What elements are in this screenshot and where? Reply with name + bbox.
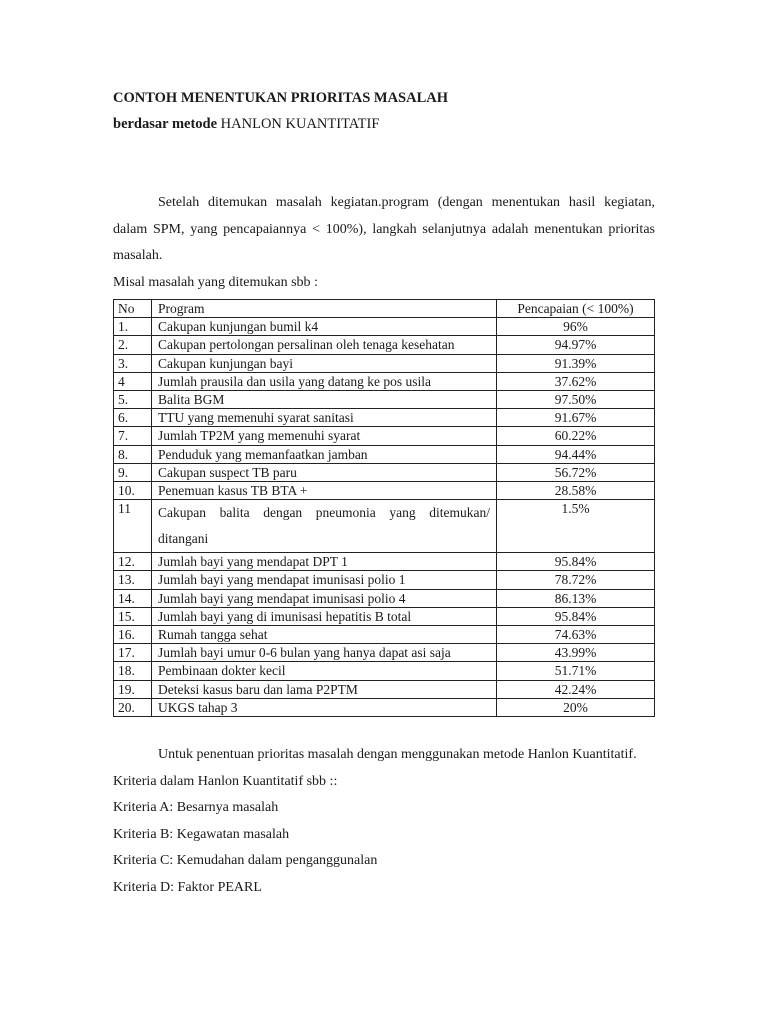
- row-achievement: 86.13%: [497, 589, 655, 607]
- row-program: Jumlah bayi yang di imunisasi hepatitis B total: [152, 607, 497, 625]
- row-achievement: 95.84%: [497, 607, 655, 625]
- row-achievement: 51.71%: [497, 662, 655, 680]
- row-number: 5.: [114, 391, 152, 409]
- row-program: Cakupan suspect TB paru: [152, 463, 497, 481]
- row-program: Rumah tangga sehat: [152, 626, 497, 644]
- row-achievement: 42.24%: [497, 680, 655, 698]
- row-program: Jumlah bayi yang mendapat imunisasi polio 4: [152, 589, 497, 607]
- intro-paragraph: Setelah ditemukan masalah kegiatan.program (dengan menentukan hasil kegiatan, dalam SPM, yang pencapaiannya < 100%), langkah selanjutnya adalah menentukan prioritas masalah.: [113, 195, 655, 263]
- table-row: [114, 427, 655, 445]
- row-achievement: 56.72%: [497, 463, 655, 481]
- table-row: [114, 698, 655, 716]
- row-number: 12.: [114, 553, 152, 571]
- problem-table: [113, 299, 655, 717]
- row-achievement: 97.50%: [497, 391, 655, 409]
- criteria-list: [113, 795, 655, 901]
- table-row: [114, 500, 655, 553]
- row-number: 15.: [114, 607, 152, 625]
- row-program: Cakupan balita dengan pneumonia yang ditemukan/ ditangani: [152, 500, 497, 553]
- criteria-intro: Kriteria dalam Hanlon Kuantitatif sbb ::: [113, 773, 338, 789]
- row-number: 18.: [114, 662, 152, 680]
- row-number: 14.: [114, 589, 152, 607]
- table-row: [114, 607, 655, 625]
- row-achievement: 96%: [497, 318, 655, 336]
- document-title: CONTOH MENENTUKAN PRIORITAS MASALAH: [113, 90, 449, 106]
- table-row: [114, 482, 655, 500]
- row-achievement: 28.58%: [497, 482, 655, 500]
- table-row: [114, 644, 655, 662]
- row-achievement: 91.39%: [497, 354, 655, 372]
- row-achievement: 43.99%: [497, 644, 655, 662]
- header-program: Program: [152, 300, 497, 318]
- row-number: 17.: [114, 644, 152, 662]
- row-number: 8.: [114, 445, 152, 463]
- row-achievement: 94.97%: [497, 336, 655, 354]
- table-row: [114, 589, 655, 607]
- table-row: [114, 372, 655, 390]
- row-program: Cakupan kunjungan bumil k4: [152, 318, 497, 336]
- document-page: [113, 88, 655, 901]
- row-number: 19.: [114, 680, 152, 698]
- row-program: Balita BGM: [152, 391, 497, 409]
- header-achievement: Pencapaian (< 100%): [497, 300, 655, 318]
- row-program: Deteksi kasus baru dan lama P2PTM: [152, 680, 497, 698]
- table-header-row: [114, 300, 655, 318]
- row-program: Jumlah bayi umur 0-6 bulan yang hanya dapat asi saja: [152, 644, 497, 662]
- subtitle-bold: berdasar metode: [113, 116, 218, 132]
- table-row: [114, 445, 655, 463]
- table-row: [114, 336, 655, 354]
- table-row: [114, 318, 655, 336]
- table-row: [114, 354, 655, 372]
- outro-paragraph: Untuk penentuan prioritas masalah dengan menggunakan metode Hanlon Kuantitatif.: [158, 747, 637, 763]
- row-program: Jumlah prausila dan usila yang datang ke pos usila: [152, 372, 497, 390]
- row-achievement: 78.72%: [497, 571, 655, 589]
- row-number: 9.: [114, 463, 152, 481]
- row-program: Cakupan kunjungan bayi: [152, 354, 497, 372]
- row-achievement: 91.67%: [497, 409, 655, 427]
- row-number: 11: [114, 500, 152, 553]
- row-achievement: 60.22%: [497, 427, 655, 445]
- criteria-item: Kriteria C: Kemudahan dalam penganggunalan: [113, 853, 378, 869]
- row-achievement: 37.62%: [497, 372, 655, 390]
- row-number: 13.: [114, 571, 152, 589]
- row-achievement: 94.44%: [497, 445, 655, 463]
- table-row: [114, 409, 655, 427]
- table-row: [114, 391, 655, 409]
- row-program: Pembinaan dokter kecil: [152, 662, 497, 680]
- row-program: Penduduk yang memanfaatkan jamban: [152, 445, 497, 463]
- row-number: 6.: [114, 409, 152, 427]
- row-number: 7.: [114, 427, 152, 445]
- row-program: Penemuan kasus TB BTA +: [152, 482, 497, 500]
- table-row: [114, 680, 655, 698]
- row-achievement: 74.63%: [497, 626, 655, 644]
- row-number: 20.: [114, 698, 152, 716]
- row-program: Jumlah bayi yang mendapat imunisasi polio 1: [152, 571, 497, 589]
- row-program: UKGS tahap 3: [152, 698, 497, 716]
- header-no: No: [114, 300, 152, 318]
- row-program: TTU yang memenuhi syarat sanitasi: [152, 409, 497, 427]
- row-number: 4: [114, 372, 152, 390]
- row-program: Jumlah TP2M yang memenuhi syarat: [152, 427, 497, 445]
- subtitle-rest: HANLON KUANTITATIF: [217, 116, 380, 132]
- row-number: 10.: [114, 482, 152, 500]
- criteria-item: Kriteria B: Kegawatan masalah: [113, 826, 290, 842]
- row-number: 2.: [114, 336, 152, 354]
- document-subtitle: [113, 114, 655, 134]
- table-row: [114, 626, 655, 644]
- table-row: [114, 463, 655, 481]
- row-achievement: 20%: [497, 698, 655, 716]
- table-row: [114, 571, 655, 589]
- row-program: Jumlah bayi yang mendapat DPT 1: [152, 553, 497, 571]
- criteria-item: Kriteria A: Besarnya masalah: [113, 800, 279, 816]
- criteria-item: Kriteria D: Faktor PEARL: [113, 879, 262, 895]
- row-program: Cakupan pertolongan persalinan oleh tenaga kesehatan: [152, 336, 497, 354]
- table-row: [114, 553, 655, 571]
- row-achievement: 95.84%: [497, 553, 655, 571]
- row-number: 3.: [114, 354, 152, 372]
- row-number: 1.: [114, 318, 152, 336]
- table-row: [114, 662, 655, 680]
- intro-line: Misal masalah yang ditemukan sbb :: [113, 274, 318, 290]
- row-number: 16.: [114, 626, 152, 644]
- row-achievement: 1.5%: [497, 500, 655, 553]
